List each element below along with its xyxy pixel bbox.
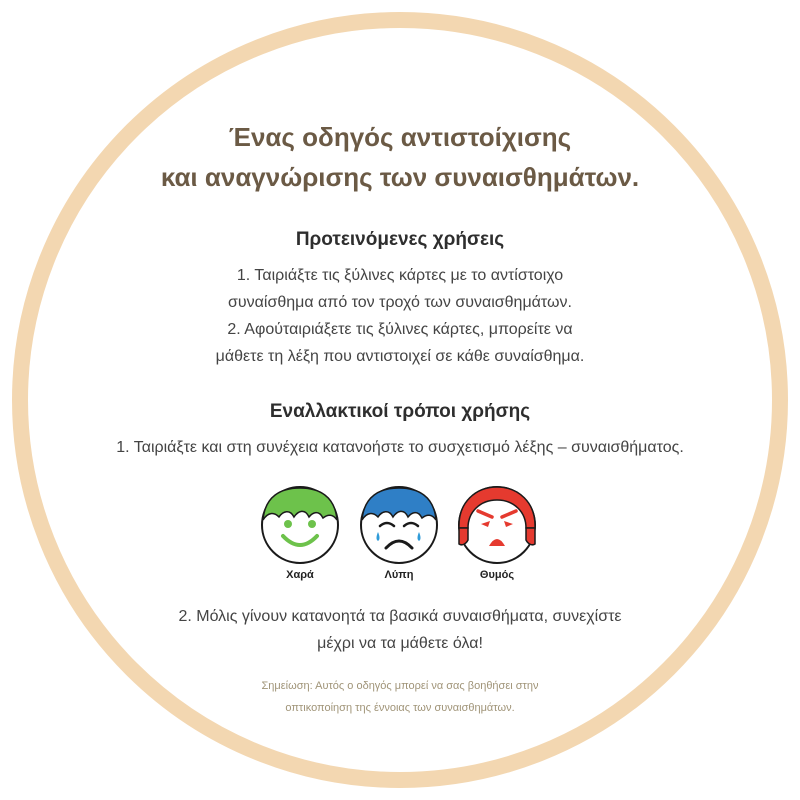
- suggested-uses-heading: Προτεινόμενες χρήσεις: [295, 229, 505, 250]
- suggested-line-3: 2. Αφούταιριάξετε τις ξύλινες κάρτες, μπορείτε να: [227, 321, 573, 338]
- suggested-uses-text: [150, 262, 650, 370]
- face-joy: [256, 484, 344, 581]
- page-title: [100, 117, 700, 197]
- face-anger: [453, 484, 541, 581]
- title-line-2: και αναγνώρισης των συναισθημάτων.: [160, 162, 640, 192]
- face-label-joy: Χαρά: [286, 569, 314, 581]
- suggested-line-1: 1. Ταιριάξτε τις ξύλινες κάρτες με το αντίστοιχο: [236, 267, 564, 284]
- happy-face-icon: [259, 484, 341, 566]
- alternative-item-1: 1. Ταιριάξτε και στη συνέχεια κατανοήστε το συσχετισμό λέξης – συναισθήματος.: [116, 439, 684, 456]
- alternative-item-2: [130, 603, 670, 657]
- face-label-anger: Θυμός: [479, 569, 515, 581]
- face-label-sadness: Λύπη: [384, 569, 414, 581]
- emotion-faces: [250, 484, 550, 590]
- note-line-1: Σημείωση: Αυτός ο οδηγός μπορεί να σας βοηθήσει στην: [261, 680, 539, 692]
- note-text: [180, 675, 620, 719]
- alternative-item-2-line-2: μέχρι να τα μάθετε όλα!: [317, 635, 483, 652]
- alternative-uses-heading: Εναλλακτικοί τρόποι χρήσης: [269, 401, 531, 422]
- suggested-line-4: μάθετε τη λέξη που αντιστοιχεί σε κάθε συναίσθημα.: [215, 348, 585, 365]
- suggested-line-2: συναίσθημα από τον τροχό των συναισθημάτων.: [228, 294, 572, 311]
- face-sadness: [355, 484, 443, 581]
- angry-face-icon: [456, 484, 538, 566]
- alternative-item-2-line-1: 2. Μόλις γίνουν κατανοητά τα βασικά συναισθήματα, συνεχίστε: [178, 608, 622, 625]
- note-line-2: οπτικοποίηση της έννοιας των συναισθημάτων.: [285, 702, 515, 714]
- title-line-1: Ένας οδηγός αντιστοίχισης: [228, 122, 572, 152]
- sad-face-icon: [358, 484, 440, 566]
